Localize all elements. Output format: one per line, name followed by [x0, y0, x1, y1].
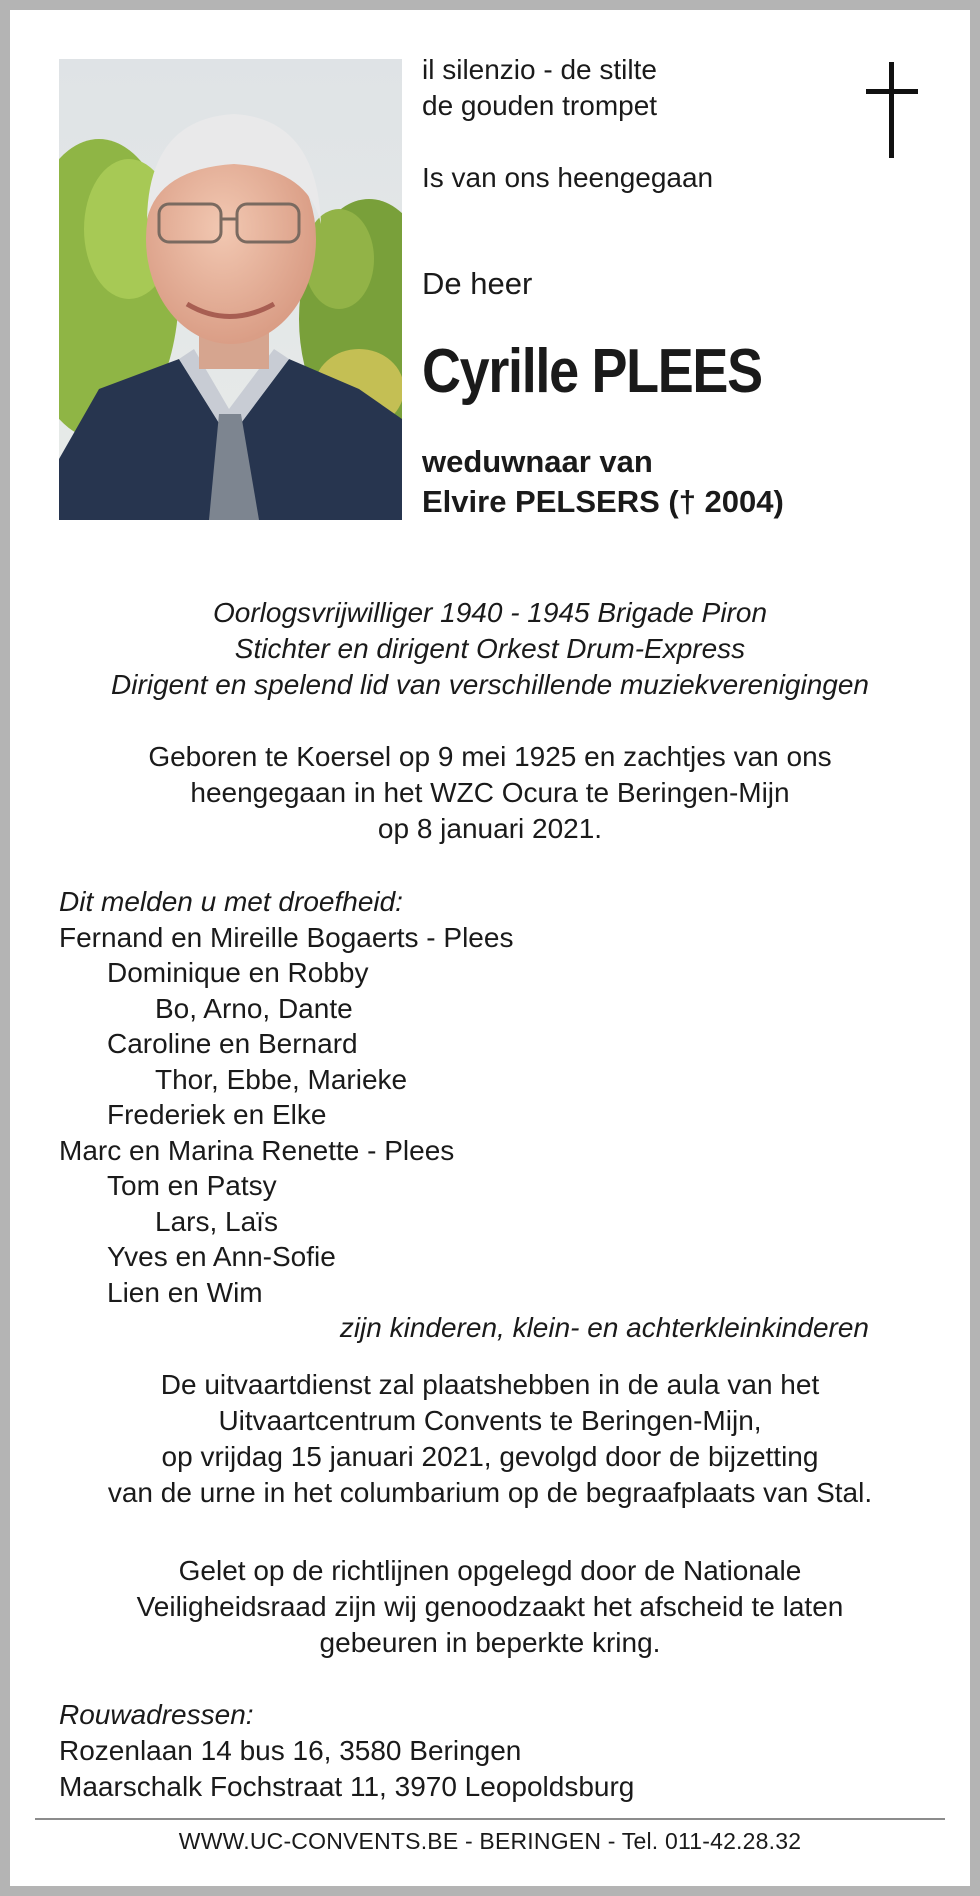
family-closing: zijn kinderen, klein- en achterkleinkinderen [339, 1312, 869, 1343]
service-line: op vrijdag 15 januari 2021, gevolgd door de bijzetting [161, 1441, 819, 1472]
address-line: Maarschalk Fochstraat 11, 3970 Leopoldsburg [59, 1771, 635, 1802]
notice-line: Veiligheidsraad zijn wij genoodzaakt het afscheid te laten [136, 1591, 844, 1622]
family-member: Fernand en Mireille Bogaerts - Plees [59, 921, 514, 953]
intro-line: il silenzio - de stilte [422, 54, 657, 85]
service-text [30, 1367, 950, 1511]
widow-info [422, 442, 784, 522]
family-member: Frederiek en Elke [107, 1099, 327, 1130]
family-member: Caroline en Bernard [107, 1028, 358, 1059]
notice-line: gebeuren in beperkte kring. [319, 1627, 661, 1658]
family-member: Yves en Ann-Sofie [107, 1241, 336, 1272]
intro-line: Is van ons heengegaan [422, 162, 714, 193]
honor-line: Oorlogsvrijwilliger 1940 - 1945 Brigade Piron [212, 597, 768, 628]
widow-line-1: weduwnaar van [422, 444, 653, 479]
mourning-addresses [59, 1697, 634, 1805]
family-list [59, 884, 919, 1346]
covid-notice [30, 1553, 950, 1661]
family-member: Lars, Laïs [155, 1205, 278, 1237]
portrait-photo [59, 59, 402, 520]
family-member: Marc en Marina Renette - Plees [59, 1134, 455, 1166]
family-member: Bo, Arno, Dante [155, 992, 353, 1024]
salutation: De heer [422, 266, 533, 301]
family-member: Dominique en Robby [107, 957, 369, 988]
family-member: Tom en Patsy [107, 1170, 277, 1201]
family-member: Lien en Wim [107, 1276, 263, 1308]
deceased-name: Cyrille PLEES [422, 337, 762, 406]
widow-line-2: Elvire PELSERS († 2004) [422, 484, 784, 519]
address-line: Rozenlaan 14 bus 16, 3580 Beringen [59, 1735, 522, 1766]
notice-line: Gelet op de richtlijnen opgelegd door de Nationale [178, 1555, 802, 1586]
service-line: De uitvaartdienst zal plaatshebben in de aula van het [160, 1369, 820, 1400]
footer-contact: WWW.UC-CONVENTS.BE - BERINGEN - Tel. 011-42.28.32 [178, 1828, 802, 1854]
family-member: Thor, Ebbe, Marieke [155, 1063, 408, 1095]
honor-line: Stichter en dirigent Orkest Drum-Express [234, 633, 746, 664]
cross-icon [862, 62, 922, 158]
birth-death-text [30, 739, 950, 847]
family-heading: Dit melden u met droefheid: [59, 886, 403, 917]
service-line: van de urne in het columbarium op de begraafplaats van Stal. [107, 1477, 873, 1508]
intro-line [422, 124, 802, 160]
footer-divider [35, 1818, 945, 1820]
honors [30, 595, 950, 703]
addresses-heading: Rouwadressen: [59, 1699, 254, 1730]
birth-death-line: heengegaan in het WZC Ocura te Beringen-Mijn [190, 777, 790, 808]
intro-line: de gouden trompet [422, 90, 658, 121]
birth-death-line: Geboren te Koersel op 9 mei 1925 en zachtjes van ons [148, 741, 832, 772]
intro-text [422, 52, 802, 196]
birth-death-line: op 8 januari 2021. [377, 813, 603, 844]
honor-line: Dirigent en spelend lid van verschillende muziekverenigingen [111, 669, 869, 700]
service-line: Uitvaartcentrum Convents te Beringen-Mijn, [218, 1405, 762, 1436]
